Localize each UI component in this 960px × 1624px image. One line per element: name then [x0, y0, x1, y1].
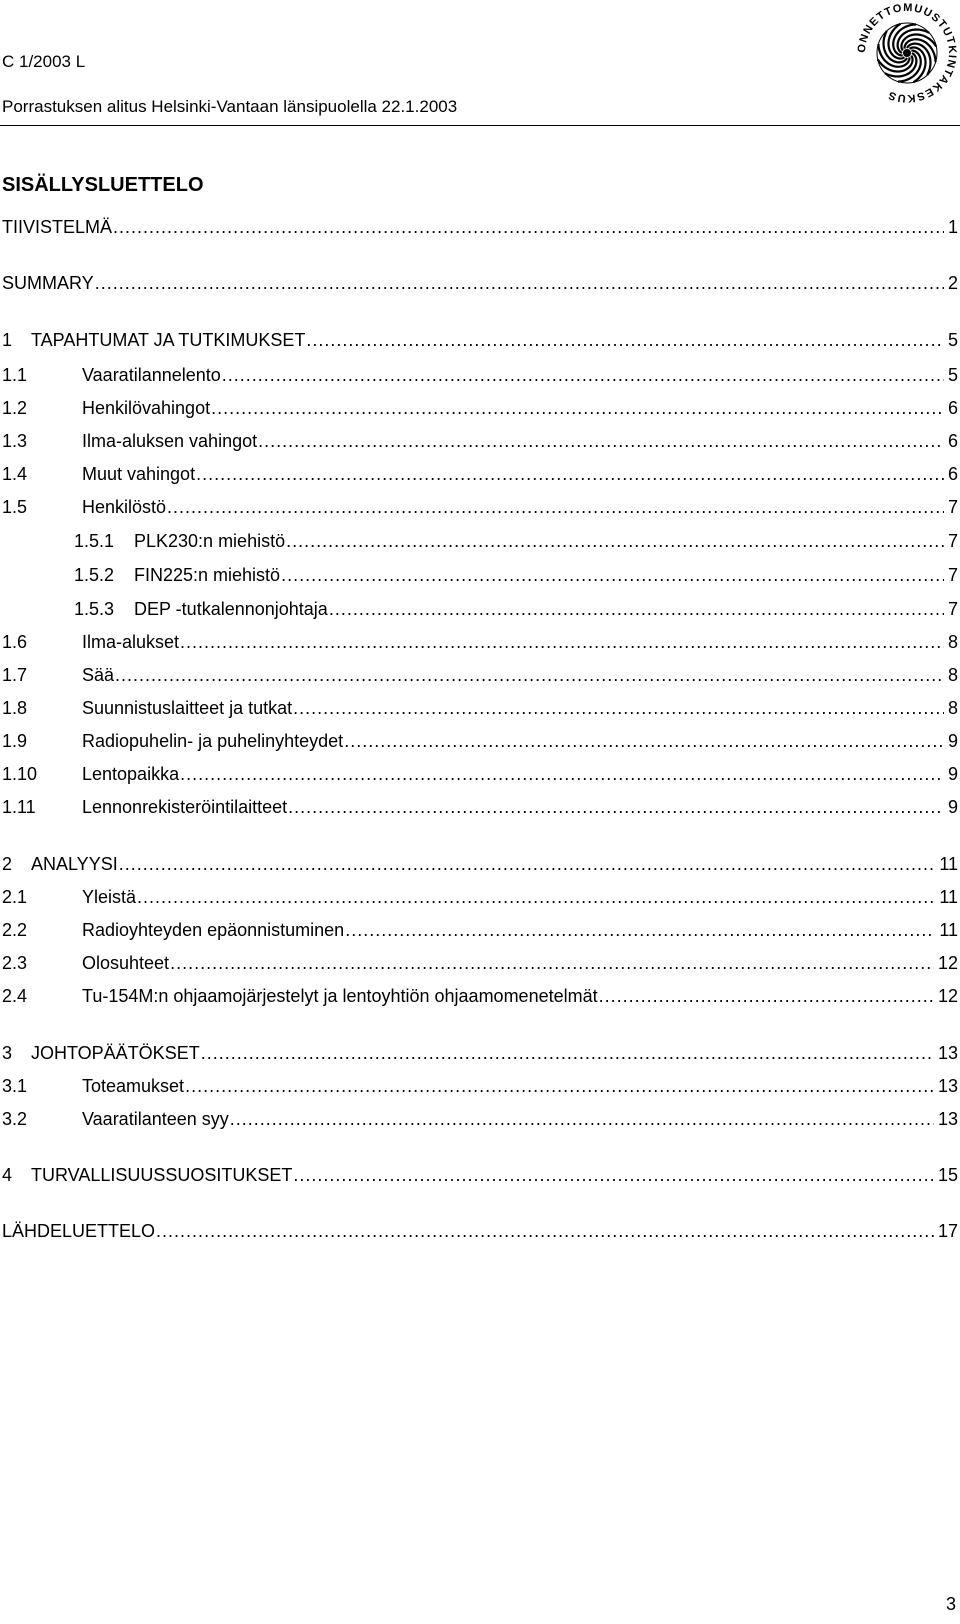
toc-entry[interactable]: [0, 664, 958, 686]
page-number: 3: [945, 1594, 956, 1614]
toc-entry-page: 7: [947, 497, 958, 517]
toc-dot-leader: [170, 952, 934, 974]
toc-entry-page: 6: [947, 431, 958, 451]
toc-entry-title: Lentopaikka: [82, 764, 180, 784]
toc-entry[interactable]: [0, 730, 958, 752]
toc-entry-page: 1: [947, 217, 958, 237]
toc-entry-page: 6: [947, 464, 958, 484]
toc-entry-title: SUMMARY: [2, 273, 94, 293]
toc-title: SISÄLLYSLUETTELO: [2, 174, 204, 196]
toc-entry-number: 1.6: [2, 632, 28, 652]
toc-entry[interactable]: [0, 430, 958, 452]
toc-entry-page: 2: [947, 273, 958, 293]
toc-dot-leader: [156, 1220, 934, 1242]
header-divider: [0, 125, 960, 126]
toc-dot-leader: [306, 329, 944, 351]
toc-entry-number: 2.2: [2, 920, 28, 940]
toc-dot-leader: [288, 796, 944, 818]
toc-entry-number: 1: [2, 330, 13, 350]
toc-dot-leader: [180, 763, 944, 785]
toc-entry-title: DEP -tutkalennonjohtaja: [134, 599, 328, 619]
toc-entry-title: Lennonrekisteröintilaitteet: [82, 797, 288, 817]
toc-entry-number: 2: [2, 854, 13, 874]
toc-dot-leader: [345, 919, 935, 941]
toc-entry[interactable]: [0, 796, 958, 818]
toc-entry-number: 1.5.3: [74, 599, 115, 619]
toc-dot-leader: [167, 496, 944, 518]
toc-entry-title: Muut vahingot: [82, 464, 196, 484]
toc-entry-number: 1.7: [2, 665, 28, 685]
toc-entry[interactable]: [0, 919, 958, 941]
toc-entry-number: 3.2: [2, 1109, 28, 1129]
toc-entry-title: JOHTOPÄÄTÖKSET: [31, 1043, 200, 1063]
toc-entry-title: Vaaratilannelento: [82, 365, 221, 385]
toc-entry-title: Henkilöstö: [82, 497, 167, 517]
toc-dot-leader: [113, 216, 944, 238]
toc-entry-title: Yleistä: [82, 887, 137, 907]
onnettomuustutkintakeskus-logo-icon: [854, 0, 960, 106]
toc-dot-leader: [222, 364, 944, 386]
toc-dot-leader: [344, 730, 944, 752]
toc-entry-number: 2.4: [2, 986, 28, 1006]
toc-entry-title: Toteamukset: [82, 1076, 185, 1096]
toc-entry[interactable]: [0, 631, 958, 653]
toc-entry-title: TAPAHTUMAT JA TUTKIMUKSET: [31, 330, 306, 350]
toc-entry[interactable]: [0, 1108, 958, 1130]
toc-entry[interactable]: [0, 272, 958, 294]
toc-entry[interactable]: [0, 463, 958, 485]
toc-dot-leader: [185, 1075, 934, 1097]
toc-entry-number: 1.4: [2, 464, 28, 484]
toc-entry-page: 15: [937, 1165, 958, 1185]
toc-entry-number: 1.5.2: [74, 565, 115, 585]
toc-entry[interactable]: [0, 1164, 958, 1186]
toc-entry-number: 3: [2, 1043, 13, 1063]
toc-entry-page: 12: [937, 986, 958, 1006]
toc-dot-leader: [230, 1108, 934, 1130]
toc-entry[interactable]: [0, 1075, 958, 1097]
toc-entry-title: Suunnistuslaitteet ja tutkat: [82, 698, 293, 718]
toc-entry[interactable]: [0, 564, 958, 586]
toc-entry-title: Radiopuhelin- ja puhelinyhteydet: [82, 731, 344, 751]
toc-entry[interactable]: [0, 1042, 958, 1064]
toc-entry-number: 1.9: [2, 731, 28, 751]
toc-entry-page: 7: [947, 565, 958, 585]
toc-entry[interactable]: [0, 985, 958, 1007]
toc-entry-title: PLK230:n miehistö: [134, 531, 286, 551]
toc-entry-title: Olosuhteet: [82, 953, 170, 973]
toc-entry-page: 7: [947, 599, 958, 619]
toc-dot-leader: [293, 697, 944, 719]
document-title: Porrastuksen alitus Helsinki-Vantaan länsipuolella 22.1.2003: [2, 97, 458, 116]
toc-entry-title: FIN225:n miehistö: [134, 565, 281, 585]
toc-entry-title: Ilma-alukset: [82, 632, 180, 652]
toc-entry-number: 1.1: [2, 365, 28, 385]
toc-entry-number: 1.10: [2, 764, 38, 784]
toc-entry-title: Ilma-aluksen vahingot: [82, 431, 258, 451]
toc-entry-page: 13: [937, 1109, 958, 1129]
toc-entry[interactable]: [0, 853, 958, 875]
toc-dot-leader: [281, 564, 944, 586]
toc-dot-leader: [95, 272, 944, 294]
toc-dot-leader: [293, 1164, 934, 1186]
toc-dot-leader: [286, 530, 944, 552]
toc-dot-leader: [258, 430, 944, 452]
toc-entry-page: 7: [947, 531, 958, 551]
toc-entry[interactable]: [0, 886, 958, 908]
toc-entry-page: 11: [939, 887, 958, 907]
toc-entry[interactable]: [0, 952, 958, 974]
toc-entry-number: 2.1: [2, 887, 28, 907]
toc-entry[interactable]: [0, 397, 958, 419]
toc-entry[interactable]: [0, 364, 958, 386]
toc-entry-page: 11: [939, 920, 958, 940]
toc-entry-number: 4: [2, 1165, 13, 1185]
toc-entry-page: 9: [947, 731, 958, 751]
toc-entry-title: Radioyhteyden epäonnistuminen: [82, 920, 345, 940]
toc-entry-title: Sää: [82, 665, 115, 685]
toc-entry[interactable]: [0, 496, 958, 518]
toc-entry-title: ANALYYSI: [31, 854, 118, 874]
toc-entry-page: 11: [939, 854, 958, 874]
toc-entry-number: 1.5.1: [74, 531, 115, 551]
toc-entry-title: LÄHDELUETTELO: [2, 1221, 156, 1241]
toc-entry-page: 13: [937, 1076, 958, 1096]
toc-dot-leader: [201, 1042, 934, 1064]
toc-entry-number: 1.3: [2, 431, 28, 451]
toc-entry[interactable]: [0, 1220, 958, 1242]
toc-dot-leader: [211, 397, 944, 419]
toc-entry-title: Henkilövahingot: [82, 398, 211, 418]
toc-entry[interactable]: [0, 530, 958, 552]
toc-entry[interactable]: [0, 697, 958, 719]
toc-dot-leader: [115, 664, 944, 686]
toc-dot-leader: [137, 886, 935, 908]
document-code: C 1/2003 L: [2, 52, 86, 71]
toc-entry-page: 17: [937, 1221, 958, 1241]
toc-entry[interactable]: [0, 598, 958, 620]
toc-dot-leader: [180, 631, 944, 653]
toc-entry-title: Vaaratilanteen syy: [82, 1109, 229, 1129]
toc-entry-number: 1.5: [2, 497, 28, 517]
toc-entry[interactable]: [0, 216, 958, 238]
toc-entry-title: TURVALLISUUSSUOSITUKSET: [31, 1165, 293, 1185]
toc-entry-number: 2.3: [2, 953, 28, 973]
toc-entry-page: 8: [947, 632, 958, 652]
toc-entry-number: 1.8: [2, 698, 28, 718]
toc-entry-page: 6: [947, 398, 958, 418]
toc-entry[interactable]: [0, 763, 958, 785]
toc-entry-number: 3.1: [2, 1076, 28, 1096]
toc-entry-title: Tu-154M:n ohjaamojärjestelyt ja lentoyhtiön ohjaamomenetelmät: [82, 986, 598, 1006]
toc-dot-leader: [599, 985, 934, 1007]
toc-entry-page: 8: [947, 665, 958, 685]
toc-entry-number: 1.2: [2, 398, 28, 418]
toc-entry-page: 9: [947, 797, 958, 817]
svg-text:ONNETTOMUUSTUTKINTAKESKUS: ONNETTOMUUSTUTKINTAKESKUS: [855, 1, 959, 105]
toc-dot-leader: [119, 853, 936, 875]
toc-dot-leader: [329, 598, 944, 620]
toc-dot-leader: [196, 463, 944, 485]
toc-entry-page: 5: [947, 330, 958, 350]
toc-entry-title: TIIVISTELMÄ: [2, 217, 113, 237]
toc-entry[interactable]: [0, 329, 958, 351]
toc-entry-page: 12: [937, 953, 958, 973]
toc-entry-page: 8: [947, 698, 958, 718]
toc-entry-page: 13: [937, 1043, 958, 1063]
toc-entry-number: 1.11: [2, 797, 36, 817]
toc-entry-page: 9: [947, 764, 958, 784]
toc-entry-page: 5: [947, 365, 958, 385]
